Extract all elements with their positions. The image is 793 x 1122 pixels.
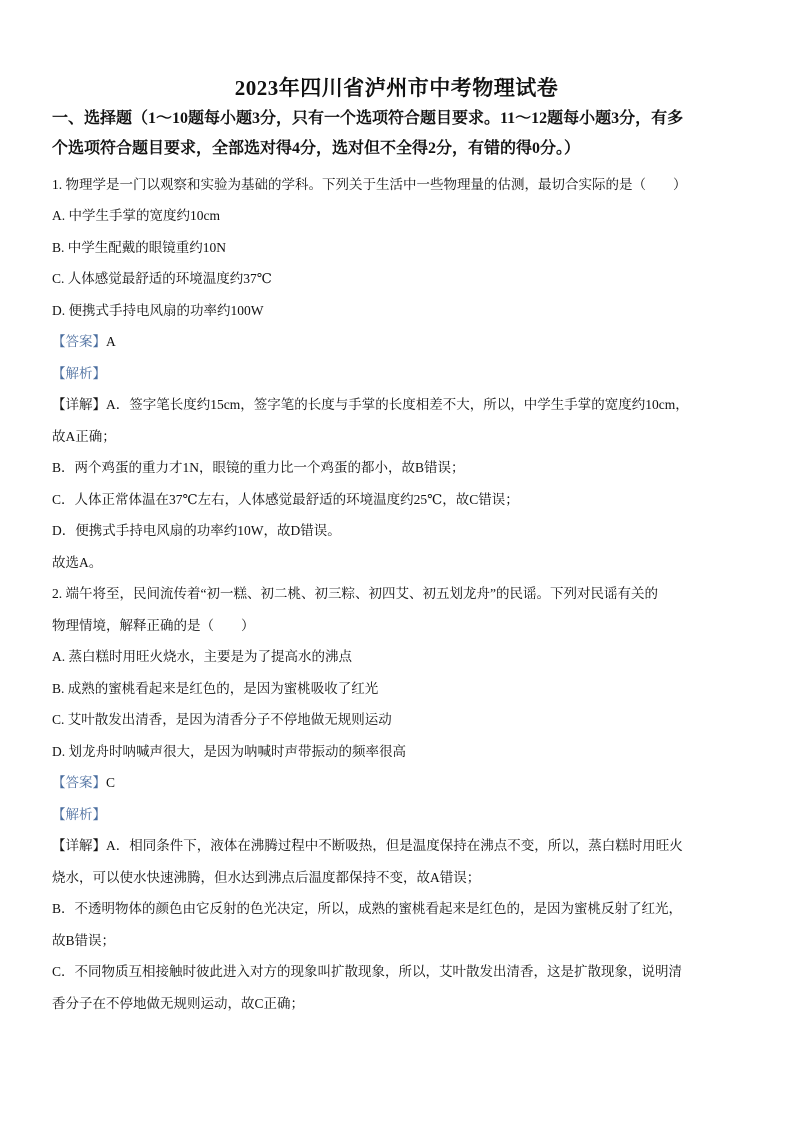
question-2-analysis-label [52, 806, 752, 824]
question-2-stem: 2. 端午将至，民间流传着“初一糕、初二桃、初三粽、初四艾、初五划龙舟”的民谣。下列对民谣有关的 [52, 586, 658, 601]
question-1-stem: 1. 物理学是一门以观察和实验为基础的学科。下列关于生活中一些物理量的估测，最切合实际的是（ ） [52, 177, 687, 192]
question-1-option-c: C. 人体感觉最舒适的环境温度约37℃ [52, 271, 272, 286]
question-1-option-a: A. 中学生手掌的宽度约10cm [52, 208, 220, 223]
question-2-detail-line: 香分子在不停地做无规则运动，故C正确； [52, 996, 305, 1011]
question-2-detail-line: 【详解】A．相同条件下，液体在沸腾过程中不断吸热，但是温度保持在沸点不变，所以，蒸白糕时用旺火 [52, 838, 683, 853]
question-1-detail-line: B．两个鸡蛋的重力才1N，眼镜的重力比一个鸡蛋的都小，故B错误； [52, 460, 465, 475]
question-1-option-b: B. 中学生配戴的眼镜重约10N [52, 240, 227, 255]
question-1-detail-line: C．人体正常体温在37℃左右，人体感觉最舒适的环境温度约25℃，故C错误； [52, 492, 519, 507]
question-2-option-a: A. 蒸白糕时用旺火烧水，主要是为了提高水的沸点 [52, 649, 352, 664]
question-2-detail-line: C．不同物质互相接触时彼此进入对方的现象叫扩散现象，所以，艾叶散发出清香，这是扩散现象，说明清 [52, 964, 683, 979]
answer-label: 【答案】 [52, 775, 106, 790]
question-2-answer [52, 774, 752, 792]
question-1-option-d: D. 便携式手持电风扇的功率约100W [52, 303, 264, 318]
question-2-detail-line: 烧水，可以使水快速沸腾，但水达到沸点后温度都保持不变，故A错误； [52, 870, 481, 885]
question-2-stem: 物理情境，解释正确的是（ ） [52, 618, 255, 633]
question-2-option-b: B. 成熟的蜜桃看起来是红色的，是因为蜜桃吸收了红光 [52, 681, 379, 696]
analysis-label: 【解析】 [52, 807, 106, 822]
detail-label: 【详解】 [52, 838, 106, 853]
question-2-option-c: C. 艾叶散发出清香，是因为清香分子不停地做无规则运动 [52, 712, 392, 727]
question-2-detail-line: 故B错误； [52, 933, 116, 948]
question-1-conclusion: 故选A。 [52, 555, 103, 570]
analysis-label: 【解析】 [52, 366, 106, 381]
answer-label: 【答案】 [52, 334, 106, 349]
question-1-detail-line: D．便携式手持电风扇的功率约10W，故D错误。 [52, 523, 341, 538]
question-2-option-d: D. 划龙舟时呐喊声很大，是因为呐喊时声带振动的频率很高 [52, 744, 406, 759]
answer-value: C [106, 775, 116, 790]
question-1-detail-line: 【详解】A．签字笔长度约15cm，签字笔的长度与手掌的长度相差不大，所以，中学生手掌的宽度约10cm， [52, 397, 689, 412]
question-1-analysis-label [52, 365, 752, 383]
detail-label: 【详解】 [52, 397, 106, 412]
question-1-answer [52, 333, 752, 351]
answer-value: A [106, 334, 116, 349]
question-1-detail-line: 故A正确； [52, 429, 116, 444]
question-2-detail-line: B．不透明物体的颜色由它反射的色光决定，所以，成熟的蜜桃看起来是红色的，是因为蜜桃反射了红光， [52, 901, 683, 916]
page-title: 2023年四川省泸州市中考物理试卷 [234, 76, 559, 100]
section-header-line1: 一、选择题（1～10题每小题3分，只有一个选项符合题目要求。11～12题每小题3分，有多 [52, 110, 684, 127]
section-header-line2: 个选项符合题目要求，全部选对得4分，选对但不全得2分，有错的得0分。） [52, 140, 581, 157]
